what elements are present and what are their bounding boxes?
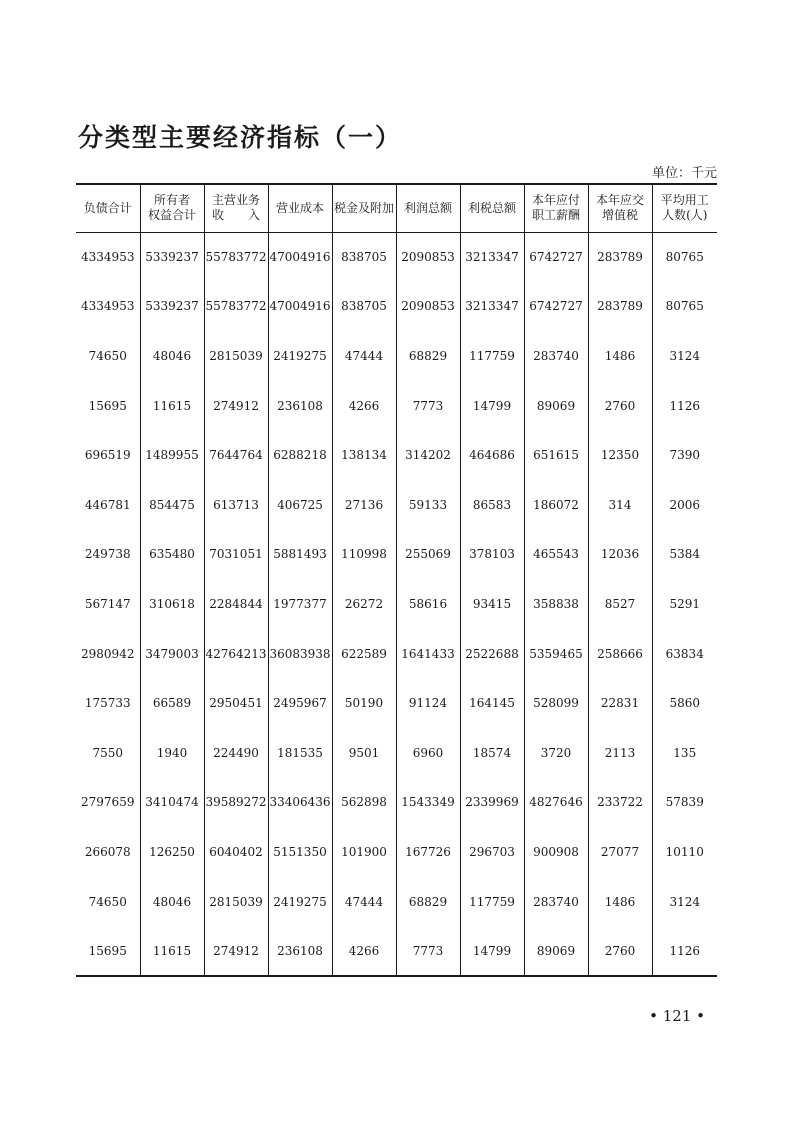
table-cell: 1977377 [268,579,332,629]
table-row [76,579,717,629]
table-cell: 42764213 [204,629,268,679]
table-cell: 3124 [652,877,717,927]
table-cell: 11615 [140,926,204,976]
table-cell: 567147 [84,596,131,611]
table-cell: 135 [652,728,717,778]
table-cell: 93415 [460,579,524,629]
table-cell: 164145 [460,678,524,728]
table-cell: 6040402 [204,827,268,877]
table-cell: 33406436 [268,778,332,828]
table-cell: 613713 [204,480,268,530]
table-cell: 12350 [588,430,652,480]
table-cell: 117759 [460,877,524,927]
column-header-line: 收 入 [211,208,260,223]
page-title: 分类型主要经济指标（一） [78,123,403,152]
table-cell: 283740 [524,877,588,927]
column-header [76,184,140,232]
table-cell: 86583 [460,480,524,530]
table-cell: 562898 [332,778,396,828]
table-cell: 27136 [332,480,396,530]
table-cell: 2339969 [460,778,524,828]
table-cell: 57839 [652,778,717,828]
table-cell: 2284844 [204,579,268,629]
table-cell: 5359465 [524,629,588,679]
table-cell: 1641433 [396,629,460,679]
table-cell: 2815039 [204,877,268,927]
table-cell: 1543349 [396,778,460,828]
table-cell: 283789 [588,232,652,282]
table-cell: 310618 [140,579,204,629]
economic-indicators-table [76,183,717,977]
table-cell: 838705 [332,282,396,332]
table-cell: 48046 [140,877,204,927]
table-cell: 55783772 [204,282,268,332]
table-cell: 6960 [396,728,460,778]
table-cell: 59133 [396,480,460,530]
table-row [76,728,717,778]
table-cell: 378103 [460,530,524,580]
table-row [76,430,717,480]
table-cell: 446781 [84,497,131,512]
table-cell: 6742727 [524,232,588,282]
table-cell: 6288218 [268,430,332,480]
table-cell: 2797659 [81,795,135,810]
table-cell: 74650 [88,894,127,909]
table-header [76,184,717,232]
column-header-line: 本年应付 [531,193,580,208]
table-cell: 465543 [524,530,588,580]
table-cell: 1940 [140,728,204,778]
table-cell: 2760 [588,381,652,431]
table-row [76,381,717,431]
table-cell: 2419275 [268,331,332,381]
table-cell: 7644764 [204,430,268,480]
table-cell: 2495967 [268,678,332,728]
table-row [76,331,717,381]
table-cell: 110998 [332,530,396,580]
column-header-line: 税金及附加 [333,200,394,215]
table-cell: 2980942 [81,646,135,661]
column-header-line: 职工薪酬 [531,208,580,223]
column-header [268,184,332,232]
table-cell: 854475 [140,480,204,530]
table-cell: 233722 [588,778,652,828]
table-row [76,827,717,877]
table-row [76,877,717,927]
table-cell: 167726 [396,827,460,877]
table-cell: 7550 [92,745,124,760]
table-cell: 651615 [524,430,588,480]
table-cell: 117759 [460,331,524,381]
table-cell: 50190 [332,678,396,728]
table-cell: 5339237 [140,232,204,282]
table-cell: 186072 [524,480,588,530]
page-number: • 121 • [649,1007,705,1025]
header-row [76,184,717,232]
column-header-line: 主营业务 [211,193,260,208]
table-cell: 7390 [652,430,717,480]
table-cell: 14799 [460,381,524,431]
table-cell: 3124 [652,331,717,381]
table-cell: 314 [588,480,652,530]
table-cell: 12036 [588,530,652,580]
table-cell: 27077 [588,827,652,877]
table-cell: 3479003 [140,629,204,679]
table-cell: 5339237 [140,282,204,332]
table-cell: 274912 [204,381,268,431]
column-header [396,184,460,232]
column-header [652,184,717,232]
column-header-line: 利润总额 [403,200,452,215]
table-cell: 126250 [140,827,204,877]
table-row [76,926,717,976]
table-cell: 1486 [588,877,652,927]
table-cell: 2522688 [460,629,524,679]
table-cell: 1126 [652,926,717,976]
column-header [460,184,524,232]
table-cell: 47004916 [268,232,332,282]
table-cell: 4266 [332,381,396,431]
table-cell: 89069 [524,381,588,431]
table-cell: 2950451 [204,678,268,728]
table-cell: 66589 [140,678,204,728]
column-header [524,184,588,232]
table-cell: 47444 [332,877,396,927]
table-cell: 10110 [652,827,717,877]
table-cell: 5860 [652,678,717,728]
table-body [76,232,717,976]
table-cell: 3720 [524,728,588,778]
table-row [76,282,717,332]
table-cell: 91124 [396,678,460,728]
table-cell: 68829 [396,877,460,927]
table-cell: 7773 [396,381,460,431]
column-header-line: 营业成本 [275,200,324,215]
table-cell: 138134 [332,430,396,480]
table-cell: 15695 [88,398,127,413]
table-cell: 464686 [460,430,524,480]
table-cell: 635480 [140,530,204,580]
table-cell: 266078 [84,844,131,859]
table-cell: 2815039 [204,331,268,381]
column-header-line: 权益合计 [147,208,196,223]
table-cell: 406725 [268,480,332,530]
table-cell: 63834 [652,629,717,679]
table-cell: 236108 [268,381,332,431]
column-header-line: 所有者 [153,193,190,208]
column-header-line: 平均用工 [660,193,709,208]
table-cell: 622589 [332,629,396,679]
table-cell: 47444 [332,331,396,381]
table-row [76,629,717,679]
table-cell: 283740 [524,331,588,381]
table-cell: 9501 [332,728,396,778]
table-cell: 1489955 [140,430,204,480]
column-header-line: 本年应交 [595,193,644,208]
table-cell: 4827646 [524,778,588,828]
table-row [76,480,717,530]
table-row [76,232,717,282]
column-header [140,184,204,232]
table-cell: 528099 [524,678,588,728]
column-header-line: 利税总额 [467,200,516,215]
table-row [76,678,717,728]
table-cell: 80765 [652,282,717,332]
column-header-line: 增值税 [601,208,638,223]
table-cell: 838705 [332,232,396,282]
table-cell: 14799 [460,926,524,976]
table-cell: 36083938 [268,629,332,679]
table-cell: 7773 [396,926,460,976]
table-cell: 2760 [588,926,652,976]
column-header [332,184,396,232]
table-cell: 5151350 [268,827,332,877]
table-cell: 1486 [588,331,652,381]
table-cell: 6742727 [524,282,588,332]
table-cell: 74650 [88,348,127,363]
table-cell: 26272 [332,579,396,629]
table-cell: 2090853 [396,282,460,332]
table-cell: 3410474 [140,778,204,828]
table-cell: 249738 [84,547,131,562]
table-cell: 255069 [396,530,460,580]
table-cell: 4266 [332,926,396,976]
table-cell: 696519 [84,448,131,463]
table-cell: 55783772 [204,232,268,282]
column-header-line: 人数(人) [662,208,708,223]
column-header [204,184,268,232]
table-cell: 2419275 [268,877,332,927]
table-cell: 358838 [524,579,588,629]
table-cell: 314202 [396,430,460,480]
table-cell: 258666 [588,629,652,679]
table-cell: 15695 [76,926,140,976]
table-cell: 224490 [204,728,268,778]
table-cell: 89069 [524,926,588,976]
table-cell: 283789 [588,282,652,332]
table-cell: 101900 [332,827,396,877]
table-cell: 3213347 [460,232,524,282]
table-cell: 8527 [588,579,652,629]
table-cell: 236108 [268,926,332,976]
table-cell: 22831 [588,678,652,728]
table-cell: 5291 [652,579,717,629]
table-cell: 68829 [396,331,460,381]
table-cell: 296703 [460,827,524,877]
table-cell: 1126 [652,381,717,431]
table-cell: 58616 [396,579,460,629]
table-cell: 175733 [84,696,131,711]
table-cell: 3213347 [460,282,524,332]
table-cell: 4334953 [81,250,135,265]
table-cell: 2006 [652,480,717,530]
table-cell: 4334953 [81,299,135,314]
table-cell: 2113 [588,728,652,778]
table-cell: 900908 [524,827,588,877]
column-header [588,184,652,232]
table-cell: 48046 [140,331,204,381]
table-row [76,530,717,580]
table-cell: 7031051 [204,530,268,580]
table-cell: 18574 [460,728,524,778]
table-cell: 47004916 [268,282,332,332]
unit-label: 单位：千元 [651,166,717,181]
table-cell: 11615 [140,381,204,431]
table-cell: 2090853 [396,232,460,282]
table-row [76,778,717,828]
table-cell: 80765 [652,232,717,282]
table-cell: 274912 [204,926,268,976]
table-cell: 5881493 [268,530,332,580]
table-cell: 5384 [652,530,717,580]
column-header-line: 负债合计 [83,200,132,215]
table-cell: 39589272 [204,778,268,828]
table-cell: 181535 [268,728,332,778]
